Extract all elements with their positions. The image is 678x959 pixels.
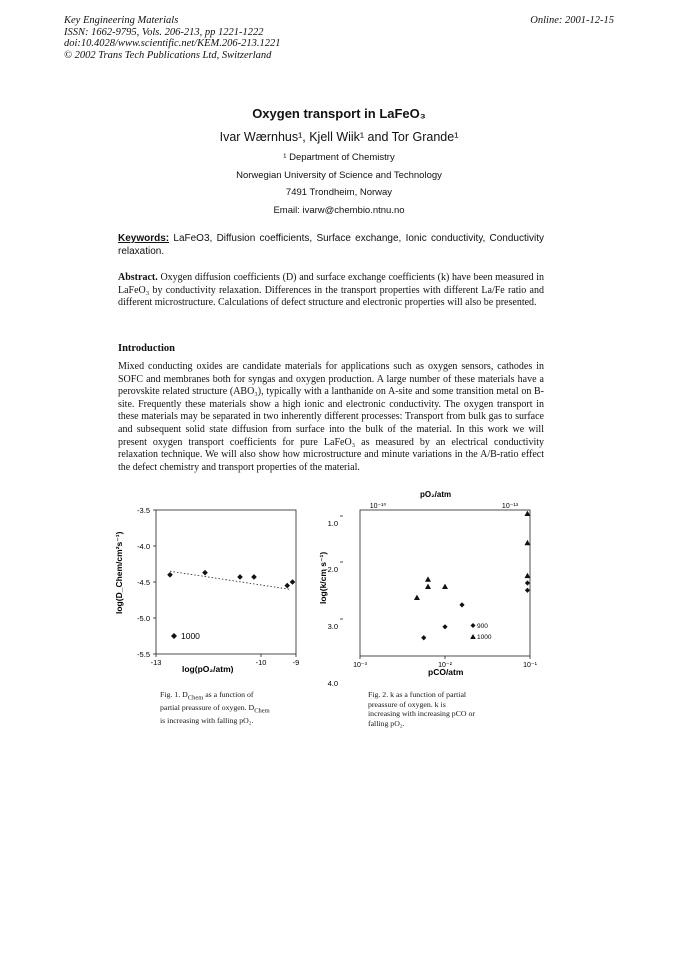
fig1-caption-line: is increasing with falling pO₂. — [160, 716, 254, 726]
fig1-xtick-label: -10 — [255, 658, 267, 667]
fig2-xlabel: pCO/atm — [428, 667, 464, 677]
fig1-legend-label: 1000 — [181, 631, 200, 641]
fig1-data-point — [290, 579, 296, 585]
fig2-data-point-1000 — [425, 576, 431, 581]
fig2-caption-line: increasing with increasing pCO or — [368, 709, 475, 718]
fig2-ylabel: log(k/cm s⁻¹) — [318, 551, 328, 604]
fig1-data-point — [202, 570, 208, 576]
fig2-data-point-900 — [442, 624, 447, 629]
fig2-ytick-label: -2.0 — [325, 565, 338, 574]
fig1-data-point — [167, 572, 173, 578]
fig2-data-point-1000 — [524, 540, 530, 545]
fig1-caption-sub: Chem — [254, 707, 270, 715]
fig2-data-point-1000 — [414, 595, 420, 600]
figure-2-caption — [368, 690, 528, 728]
fig2-caption-line: Fig. 2. k as a function of partial — [368, 690, 467, 699]
fig1-caption-part: partial preassure of oxygen. D — [160, 703, 255, 713]
intro-text: Mixed conducting oxides are candidate materials for applications such as oxygen sensors, cathodes in SOFC and membranes both for syngas and oxygen production. A large number of these materials have a perovskite related structure (ABO₃), typically with a lanthanide on A-site and some transition metal on B-site. Frequently these materials show a high ionic and electronic conductivity. The oxygen transport in these materials may be separated in two inherently different processes: Transport from bulk gas to surface and subsequent solid state diffusion from surface into the bulk of the material. In this work we will present oxygen transport coefficients for pure LaFeO₃ as measured by an electrical conductivity relaxation technique. We will also show how microstructure and minute variations in the A/B-ratio effect the defect chemistry and transport properties of the material. — [118, 361, 544, 473]
journal-issn: ISSN: 1662-9795, Vols. 206-213, pp 1221-1222 — [64, 26, 264, 38]
affiliation-city: 7491 Trondheim, Norway — [285, 187, 393, 198]
fig2-plot-frame — [360, 510, 530, 656]
fig1-ylabel: log(D_Chem/cm²s⁻¹) — [114, 531, 124, 614]
fig2-data-point-900 — [459, 602, 464, 607]
fig1-xlabel: log(pO₂/atm) — [182, 664, 234, 674]
fig2-data-point-900 — [525, 588, 530, 593]
fig2-caption-line: falling pO₂. — [368, 718, 405, 728]
figure-2-chart — [310, 486, 540, 686]
fig2-caption-line: preassure of oxygen. k is — [368, 699, 446, 709]
journal-header — [64, 15, 281, 61]
fig1-ytick-label: -5.0 — [137, 614, 150, 623]
fig2-xtick-label: 10⁻² — [438, 662, 452, 669]
fig2-top-xlabel: pO₂/atm — [420, 490, 452, 499]
fig2-xtick-label: 10⁻³ — [353, 662, 367, 669]
figure-1-chart — [108, 500, 308, 680]
abstract-label: Abstract. — [118, 272, 158, 283]
fig1-data-point — [251, 574, 257, 580]
fig2-legend — [470, 623, 492, 641]
fig1-data-point — [284, 583, 290, 589]
journal-name: Key Engineering Materials — [64, 15, 179, 26]
intro-heading: Introduction — [118, 343, 175, 354]
fig1-ytick-label: -5.5 — [137, 650, 150, 659]
figure-1-caption — [160, 690, 310, 726]
abstract-text: Oxygen diffusion coefficients (D) and surface exchange coefficients (k) have been measured in LaFeO₃ by conductivity relaxation. Differences in the transport properties with different La/Fe ratio and different microstructure. Calculations of defect structure and electronic properties will also be presented. — [118, 272, 544, 309]
fig1-legend — [171, 631, 200, 641]
fig2-ytick-label: 1.0 — [327, 519, 338, 528]
fig2-top-tick-label: 10⁻¹³ — [501, 503, 519, 510]
fig2-top-tick-label: 10⁻¹⁰ — [369, 503, 387, 510]
fig2-xtick-label: 10⁻¹ — [523, 662, 537, 669]
affiliation-email: Email: ivarw@chembio.ntnu.no — [273, 205, 405, 216]
fig2-data-point-900 — [421, 635, 426, 640]
keywords-text: LaFeO3, Diffusion coefficients, Surface exchange, Ionic conductivity, Conductivity relaxation. — [118, 233, 544, 257]
fig2-ytick-label: 3.0 — [327, 622, 338, 631]
fig1-ytick-label: -4.0 — [137, 542, 150, 551]
paper-authors: Ivar Wærnhus¹, Kjell Wiik¹ and Tor Grande¹ — [219, 130, 459, 144]
online-date: Online: 2001-12-15 — [530, 15, 614, 26]
fig2-legend-label-1000: 1000 — [477, 634, 492, 641]
fig1-caption-sub: Chem — [187, 694, 204, 702]
fig1-ytick-label: -3.5 — [137, 506, 150, 515]
fig1-plot-frame — [156, 510, 296, 654]
fig2-data-point-1000 — [442, 584, 448, 589]
fig2-legend-marker-900 — [471, 623, 476, 628]
journal-copyright: © 2002 Trans Tech Publications Ltd, Switzerland — [64, 49, 272, 61]
fig1-xtick-label: -13 — [150, 658, 162, 667]
journal-doi: doi:10.4028/www.scientific.net/KEM.206-213.1221 — [64, 38, 281, 49]
fig1-data-point — [237, 574, 243, 580]
fig1-legend-marker — [171, 633, 177, 639]
keywords — [118, 232, 544, 258]
fig2-legend-marker-1000 — [470, 634, 476, 639]
paper-title: Oxygen transport in LaFeO₃ — [252, 106, 426, 121]
fig2-data-point-1000 — [425, 584, 431, 589]
fig1-caption-part: Fig. 1. D — [160, 690, 188, 699]
fig1-ytick-label: -4.5 — [137, 578, 150, 587]
fig2-data-point-1000 — [524, 511, 530, 516]
abstract — [118, 272, 544, 310]
fig1-trend-line — [170, 571, 289, 589]
fig2-data-point-1000 — [524, 573, 530, 578]
affiliation-university: Norwegian University of Science and Technology — [236, 170, 442, 181]
fig1-caption-part: as a function of — [203, 690, 254, 699]
keywords-label: Keywords: — [118, 233, 170, 244]
fig2-ytick-label: 4.0 — [327, 679, 338, 686]
fig1-xtick-label: -9 — [292, 658, 300, 667]
affiliation-department: ¹ Department of Chemistry — [283, 152, 395, 163]
fig2-legend-label-900: 900 — [477, 623, 488, 630]
fig2-data-point-900 — [525, 580, 530, 585]
